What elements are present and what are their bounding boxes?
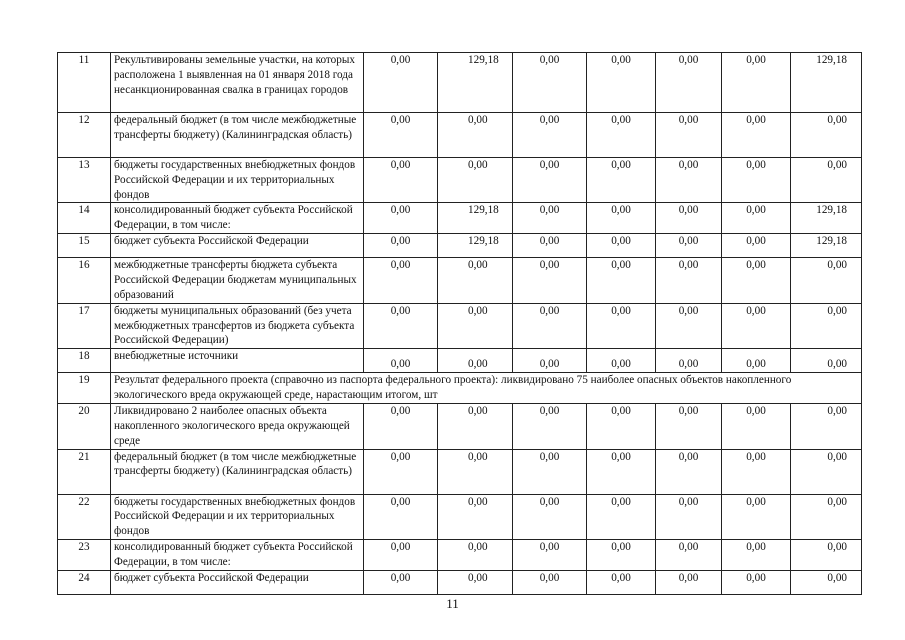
row-description: Рекультивированы земельные участки, на которых расположена 1 выявленная на 01 января 2018 года несанкционированная свалка в границах городов xyxy=(111,53,364,113)
row-description: консолидированный бюджет субъекта Российской Федерации, в том числе: xyxy=(111,539,364,570)
value-cell: 0,00 xyxy=(364,258,438,303)
row-number: 23 xyxy=(58,539,111,570)
page-number: 11 xyxy=(446,596,459,611)
value-cell: 0,00 xyxy=(656,303,722,348)
value-cell: 129,18 xyxy=(791,203,862,234)
value-cell: 0,00 xyxy=(722,349,791,373)
value-cell: 0,00 xyxy=(587,158,656,203)
value-cell: 0,00 xyxy=(791,539,862,570)
value-cell: 0,00 xyxy=(364,53,438,113)
value-cell: 0,00 xyxy=(438,158,513,203)
value-cell: 0,00 xyxy=(438,349,513,373)
value-cell: 0,00 xyxy=(722,113,791,158)
row-number: 12 xyxy=(58,113,111,158)
value-cell: 0,00 xyxy=(587,53,656,113)
value-cell: 0,00 xyxy=(513,539,587,570)
table-row xyxy=(58,158,862,203)
value-cell: 0,00 xyxy=(364,113,438,158)
value-cell: 129,18 xyxy=(438,203,513,234)
value-cell: 129,18 xyxy=(791,53,862,113)
table-row xyxy=(58,373,862,404)
value-cell: 0,00 xyxy=(438,494,513,539)
value-cell: 0,00 xyxy=(722,449,791,494)
value-cell: 0,00 xyxy=(364,404,438,449)
row-description: федеральный бюджет (в том числе межбюджетные трансферты бюджету) (Калининградская область) xyxy=(111,113,364,158)
value-cell: 129,18 xyxy=(438,234,513,258)
value-cell: 0,00 xyxy=(791,303,862,348)
table-row xyxy=(58,203,862,234)
row-number: 16 xyxy=(58,258,111,303)
value-cell: 0,00 xyxy=(722,234,791,258)
value-cell: 0,00 xyxy=(722,303,791,348)
value-cell: 0,00 xyxy=(656,494,722,539)
value-cell: 0,00 xyxy=(364,303,438,348)
value-cell: 0,00 xyxy=(587,494,656,539)
value-cell: 0,00 xyxy=(791,404,862,449)
row-number: 14 xyxy=(58,203,111,234)
value-cell: 0,00 xyxy=(656,113,722,158)
table-row xyxy=(58,449,862,494)
table-row xyxy=(58,113,862,158)
value-cell: 0,00 xyxy=(656,349,722,373)
value-cell: 0,00 xyxy=(513,449,587,494)
value-cell: 0,00 xyxy=(587,234,656,258)
table-body xyxy=(58,53,862,595)
value-cell: 0,00 xyxy=(438,303,513,348)
value-cell: 0,00 xyxy=(656,539,722,570)
row-description: внебюджетные источники xyxy=(111,349,364,373)
value-cell: 0,00 xyxy=(438,258,513,303)
value-cell: 0,00 xyxy=(722,53,791,113)
value-cell: 0,00 xyxy=(587,203,656,234)
budget-table xyxy=(57,52,862,595)
value-cell: 129,18 xyxy=(438,53,513,113)
value-cell: 0,00 xyxy=(791,113,862,158)
row-number: 17 xyxy=(58,303,111,348)
value-cell: 0,00 xyxy=(791,449,862,494)
value-cell: 0,00 xyxy=(587,539,656,570)
table-row xyxy=(58,303,862,348)
row-number: 22 xyxy=(58,494,111,539)
value-cell: 0,00 xyxy=(656,449,722,494)
value-cell: 0,00 xyxy=(513,570,587,594)
table-row xyxy=(58,404,862,449)
value-cell: 0,00 xyxy=(791,258,862,303)
value-cell: 0,00 xyxy=(722,258,791,303)
row-description: межбюджетные трансферты бюджета субъекта Российской Федерации бюджетам муниципальных образований xyxy=(111,258,364,303)
row-number: 21 xyxy=(58,449,111,494)
value-cell: 0,00 xyxy=(791,349,862,373)
value-cell: 0,00 xyxy=(587,258,656,303)
value-cell: 0,00 xyxy=(656,258,722,303)
value-cell: 0,00 xyxy=(791,494,862,539)
row-number: 24 xyxy=(58,570,111,594)
value-cell: 0,00 xyxy=(513,404,587,449)
row-number: 15 xyxy=(58,234,111,258)
value-cell: 0,00 xyxy=(722,158,791,203)
value-cell: 0,00 xyxy=(791,570,862,594)
value-cell: 0,00 xyxy=(364,158,438,203)
value-cell: 0,00 xyxy=(513,113,587,158)
value-cell: 0,00 xyxy=(791,158,862,203)
value-cell: 0,00 xyxy=(364,349,438,373)
table-row xyxy=(58,234,862,258)
row-number: 20 xyxy=(58,404,111,449)
table-row xyxy=(58,570,862,594)
value-cell: 0,00 xyxy=(513,258,587,303)
value-cell: 0,00 xyxy=(722,203,791,234)
value-cell: 0,00 xyxy=(722,570,791,594)
value-cell: 0,00 xyxy=(438,570,513,594)
value-cell: 0,00 xyxy=(364,234,438,258)
section-heading: Результат федерального проекта (справочно из паспорта федерального проекта): ликвидировано 75 наиболее опасных объектов накопленного экологического вреда окружающей среде, нарастающим итогом, шт xyxy=(111,373,862,404)
value-cell: 0,00 xyxy=(513,158,587,203)
value-cell: 0,00 xyxy=(587,404,656,449)
value-cell: 0,00 xyxy=(364,494,438,539)
value-cell: 0,00 xyxy=(513,203,587,234)
row-description: бюджет субъекта Российской Федерации xyxy=(111,570,364,594)
value-cell: 0,00 xyxy=(587,449,656,494)
row-description: консолидированный бюджет субъекта Российской Федерации, в том числе: xyxy=(111,203,364,234)
row-description: бюджеты государственных внебюджетных фондов Российской Федерации и их территориальных фондов xyxy=(111,494,364,539)
value-cell: 0,00 xyxy=(438,449,513,494)
row-number: 11 xyxy=(58,53,111,113)
value-cell: 0,00 xyxy=(513,349,587,373)
table-row xyxy=(58,539,862,570)
value-cell: 0,00 xyxy=(513,234,587,258)
row-number: 13 xyxy=(58,158,111,203)
row-description: бюджеты муниципальных образований (без учета межбюджетных трансфертов из бюджета субъекта Российской Федерации) xyxy=(111,303,364,348)
value-cell: 0,00 xyxy=(656,158,722,203)
table-row xyxy=(58,494,862,539)
value-cell: 0,00 xyxy=(722,539,791,570)
table-row xyxy=(58,53,862,113)
value-cell: 0,00 xyxy=(438,404,513,449)
row-description: бюджеты государственных внебюджетных фондов Российской Федерации и их территориальных фондов xyxy=(111,158,364,203)
value-cell: 129,18 xyxy=(791,234,862,258)
value-cell: 0,00 xyxy=(513,303,587,348)
value-cell: 0,00 xyxy=(587,349,656,373)
value-cell: 0,00 xyxy=(438,539,513,570)
row-number: 19 xyxy=(58,373,111,404)
value-cell: 0,00 xyxy=(587,303,656,348)
value-cell: 0,00 xyxy=(656,404,722,449)
value-cell: 0,00 xyxy=(656,234,722,258)
value-cell: 0,00 xyxy=(364,539,438,570)
table-row xyxy=(58,258,862,303)
value-cell: 0,00 xyxy=(587,570,656,594)
value-cell: 0,00 xyxy=(656,53,722,113)
value-cell: 0,00 xyxy=(656,570,722,594)
value-cell: 0,00 xyxy=(587,113,656,158)
value-cell: 0,00 xyxy=(364,570,438,594)
value-cell: 0,00 xyxy=(722,494,791,539)
row-description: федеральный бюджет (в том числе межбюджетные трансферты бюджету) (Калининградская область) xyxy=(111,449,364,494)
value-cell: 0,00 xyxy=(364,449,438,494)
value-cell: 0,00 xyxy=(438,113,513,158)
row-description: Ликвидировано 2 наиболее опасных объекта накопленного экологического вреда окружающей среде xyxy=(111,404,364,449)
value-cell: 0,00 xyxy=(513,494,587,539)
row-number: 18 xyxy=(58,349,111,373)
table-row xyxy=(58,349,862,373)
value-cell: 0,00 xyxy=(656,203,722,234)
value-cell: 0,00 xyxy=(513,53,587,113)
value-cell: 0,00 xyxy=(364,203,438,234)
value-cell: 0,00 xyxy=(722,404,791,449)
row-description: бюджет субъекта Российской Федерации xyxy=(111,234,364,258)
